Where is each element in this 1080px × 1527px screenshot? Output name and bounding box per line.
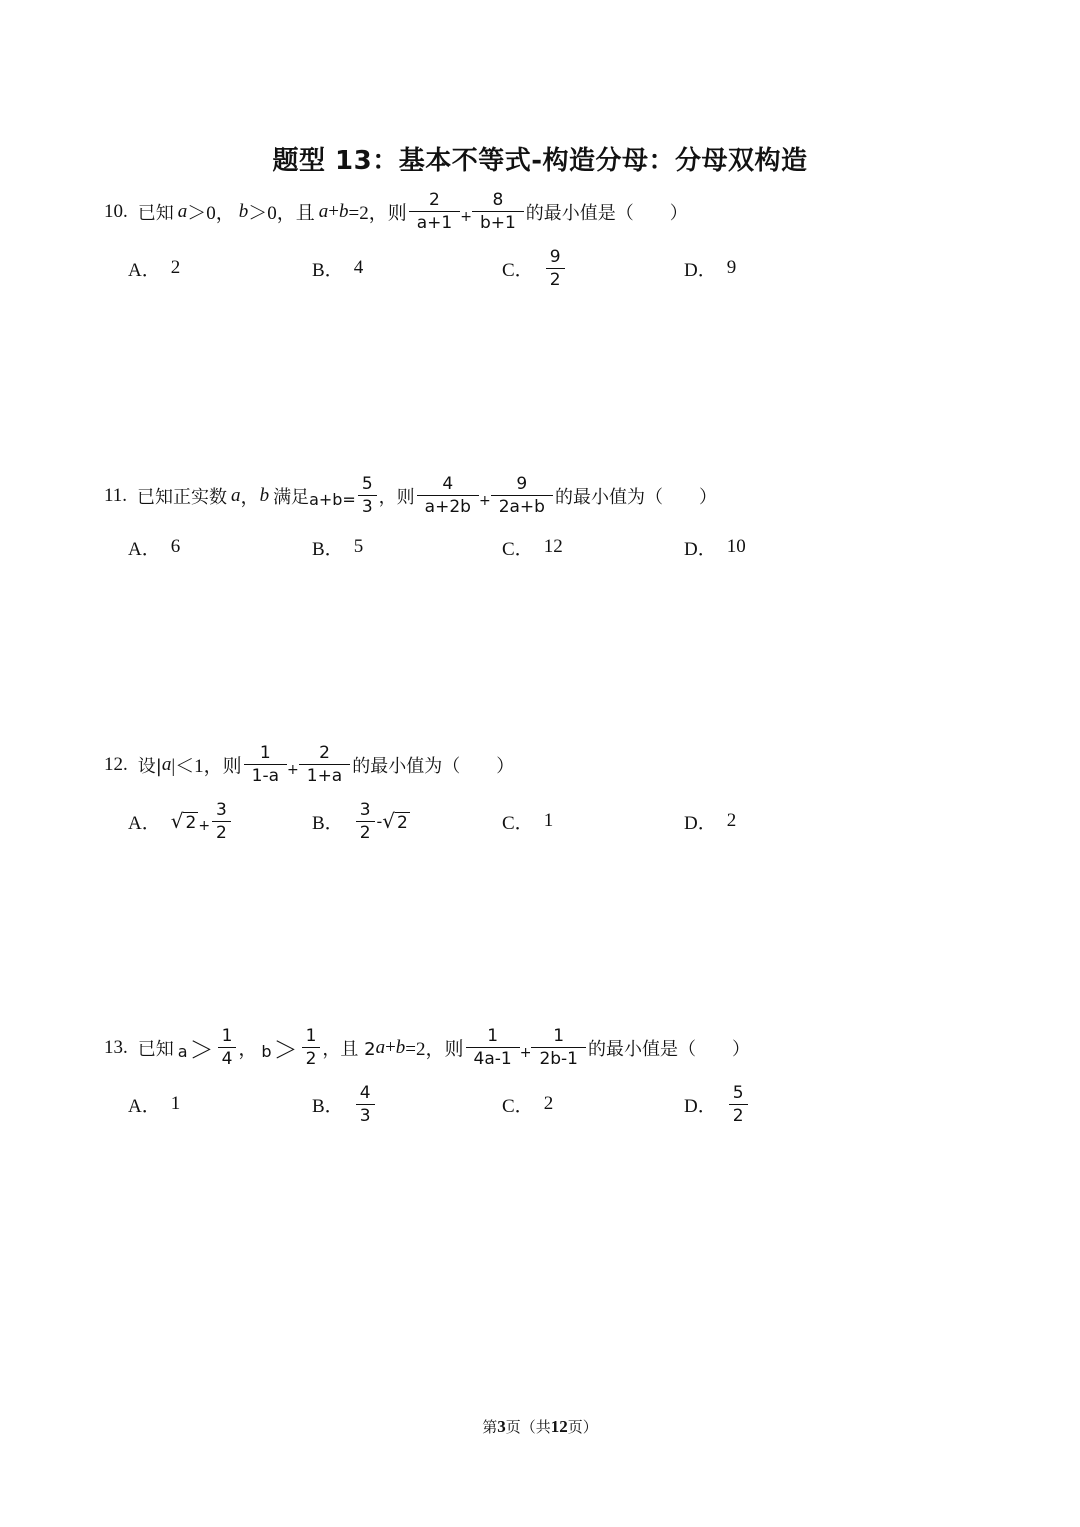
option-label: B．: [312, 259, 344, 281]
variable: a: [177, 1042, 188, 1061]
fraction: [212, 800, 231, 843]
option-label: A．: [128, 812, 161, 834]
variable: a: [318, 200, 329, 222]
option-value: 4: [353, 257, 364, 278]
numerator: 9: [549, 246, 561, 267]
option-c[interactable]: [502, 796, 553, 846]
fraction: [299, 743, 350, 786]
square-root: [171, 809, 199, 833]
option-c[interactable]: [502, 522, 563, 572]
denominator: 2b-1: [531, 1047, 586, 1069]
fraction: [218, 1026, 237, 1069]
variable: a: [231, 484, 241, 506]
denominator: a+2b: [417, 495, 479, 517]
numerator: 4: [359, 1082, 371, 1103]
fraction: [472, 190, 524, 233]
option-c[interactable]: [502, 243, 567, 293]
numerator: 3: [359, 799, 371, 820]
page-footer: [0, 1416, 1080, 1437]
denominator: 2a+b: [491, 495, 553, 517]
variable: b: [238, 200, 249, 222]
stem-text: ，: [238, 1039, 258, 1060]
option-value: 6: [170, 536, 181, 557]
option-label: A．: [128, 538, 161, 560]
question-number: 11.: [104, 484, 128, 506]
numerator: 3: [216, 799, 227, 820]
option-a[interactable]: [128, 243, 180, 293]
stem-text: |＜1，则: [171, 756, 242, 777]
denominator: b+1: [472, 211, 524, 233]
footer-text: 页（共: [505, 1418, 551, 1436]
variable: b: [339, 200, 349, 222]
option-value: 2: [726, 810, 737, 831]
question-number: 12.: [104, 753, 128, 775]
stem-text: 已知: [137, 1038, 174, 1060]
option-value: 5: [353, 536, 364, 557]
denominator: a+1: [409, 211, 460, 233]
option-label: D．: [684, 1095, 717, 1117]
page-title: 题型 13：基本不等式-构造分母：分母双构造: [272, 146, 808, 176]
numerator: 5: [732, 1082, 744, 1103]
variable: b: [261, 1042, 272, 1061]
question-11-stem: [104, 474, 717, 517]
denominator: 2: [546, 268, 565, 290]
variable: b: [395, 1036, 406, 1058]
stem-text: ，且 2: [322, 1038, 376, 1060]
options-13: [128, 1079, 988, 1129]
numerator: 1: [259, 743, 271, 763]
fraction: [729, 1083, 748, 1126]
option-d[interactable]: [684, 1079, 750, 1129]
numerator: 1: [305, 1026, 317, 1046]
denominator: 1-a: [244, 764, 287, 786]
stem-text: 已知: [137, 202, 174, 224]
question-number: 10.: [104, 200, 128, 222]
option-value: 1: [543, 810, 554, 831]
variable: a: [375, 1036, 386, 1058]
stem-text: 满足: [273, 486, 310, 508]
fraction: [244, 743, 287, 786]
denominator: 2: [729, 1104, 748, 1126]
radical-sign-icon: √: [382, 809, 396, 833]
stem-text: ＞0，且: [248, 203, 315, 224]
fraction: [491, 474, 553, 517]
equation-text: a+b=: [309, 490, 356, 509]
fraction: [531, 1026, 586, 1069]
stem-text: 已知正实数: [137, 486, 228, 508]
operator: +: [478, 492, 491, 509]
question-12-stem: [104, 743, 514, 786]
stem-text: 设|: [137, 755, 162, 777]
stem-text: ＞0，: [187, 203, 235, 224]
option-label: D．: [684, 812, 717, 834]
option-d[interactable]: [684, 243, 736, 293]
numerator: 5: [361, 474, 373, 494]
operator: ＞: [273, 1036, 298, 1064]
option-a[interactable]: [128, 522, 180, 572]
option-label: B．: [312, 812, 344, 834]
denominator: 3: [358, 495, 377, 517]
stem-text: 的最小值为（ ）: [554, 486, 717, 508]
option-label: B．: [312, 538, 344, 560]
denominator: 3: [356, 1104, 375, 1126]
fraction: [302, 1026, 321, 1069]
operator: +: [519, 1044, 532, 1061]
page-number: 3: [497, 1417, 506, 1436]
option-label: D．: [684, 259, 717, 281]
operator: ＞: [189, 1036, 214, 1064]
fraction: [356, 800, 375, 843]
stem-text: 的最小值为（ ）: [352, 755, 515, 777]
numerator: 4: [442, 474, 454, 494]
stem-text: ，: [240, 487, 260, 508]
square-root: [382, 809, 410, 833]
option-label: D．: [684, 538, 717, 560]
operator: +: [287, 761, 299, 778]
option-d[interactable]: [684, 796, 736, 846]
numerator: 2: [319, 743, 330, 763]
footer-text: 页）: [567, 1418, 598, 1436]
numerator: 9: [516, 474, 528, 494]
numerator: 1: [221, 1026, 233, 1046]
denominator: 2: [356, 821, 375, 843]
option-label: A．: [128, 1095, 161, 1117]
denominator: 4: [218, 1047, 237, 1069]
option-value: 2: [543, 1093, 554, 1114]
operator: +: [328, 200, 339, 222]
fraction: [546, 247, 565, 290]
numerator: 8: [492, 190, 504, 210]
option-label: B．: [312, 1095, 344, 1117]
question-number: 13.: [104, 1036, 128, 1058]
fraction: [356, 1083, 375, 1126]
option-label: A．: [128, 259, 161, 281]
page-total: 12: [550, 1417, 568, 1436]
denominator: 1+a: [299, 764, 350, 786]
variable: b: [259, 484, 270, 506]
stem-text: 的最小值是（ ）: [525, 202, 688, 224]
fraction: [409, 190, 460, 233]
option-value: 12: [543, 536, 563, 557]
operator: +: [198, 818, 211, 834]
variable: a: [177, 200, 188, 222]
operator: +: [460, 208, 472, 225]
option-b[interactable]: [312, 796, 410, 846]
option-value: 9: [726, 257, 737, 278]
operator: +: [385, 1036, 396, 1058]
option-label: C．: [502, 259, 534, 281]
radicand: 2: [397, 813, 408, 833]
option-b[interactable]: [312, 522, 363, 572]
stem-text: 的最小值是（ ）: [588, 1038, 750, 1060]
fraction: [417, 474, 479, 517]
option-value: 2: [170, 257, 181, 278]
numerator: 1: [553, 1026, 565, 1046]
options-10: [128, 243, 988, 293]
option-value: 1: [170, 1093, 181, 1114]
fraction: [358, 474, 377, 517]
option-b[interactable]: [312, 1079, 377, 1129]
option-a[interactable]: [128, 796, 233, 846]
stem-text: ，则: [378, 486, 415, 508]
numerator: 2: [429, 190, 440, 210]
variable: a: [161, 753, 172, 775]
stem-text: =2，则: [405, 1039, 464, 1060]
option-label: C．: [502, 812, 534, 834]
numerator: 1: [487, 1026, 499, 1046]
option-value: 10: [726, 536, 746, 557]
option-d[interactable]: [684, 522, 746, 572]
option-label: C．: [502, 538, 534, 560]
options-12: [128, 796, 988, 846]
radical-sign-icon: √: [170, 809, 184, 833]
denominator: 2: [302, 1047, 321, 1069]
option-label: C．: [502, 1095, 534, 1117]
radicand: 2: [185, 813, 197, 833]
option-a[interactable]: [128, 1079, 180, 1129]
question-10-stem: [104, 190, 688, 233]
denominator: 2: [212, 821, 231, 843]
operator: -: [376, 811, 383, 831]
denominator: 4a-1: [466, 1047, 520, 1069]
options-11: [128, 522, 988, 572]
option-b[interactable]: [312, 243, 363, 293]
fraction: [466, 1026, 520, 1069]
question-13-stem: [104, 1026, 750, 1069]
stem-text: =2，则: [348, 203, 407, 224]
footer-text: 第: [482, 1418, 498, 1436]
option-c[interactable]: [502, 1079, 553, 1129]
